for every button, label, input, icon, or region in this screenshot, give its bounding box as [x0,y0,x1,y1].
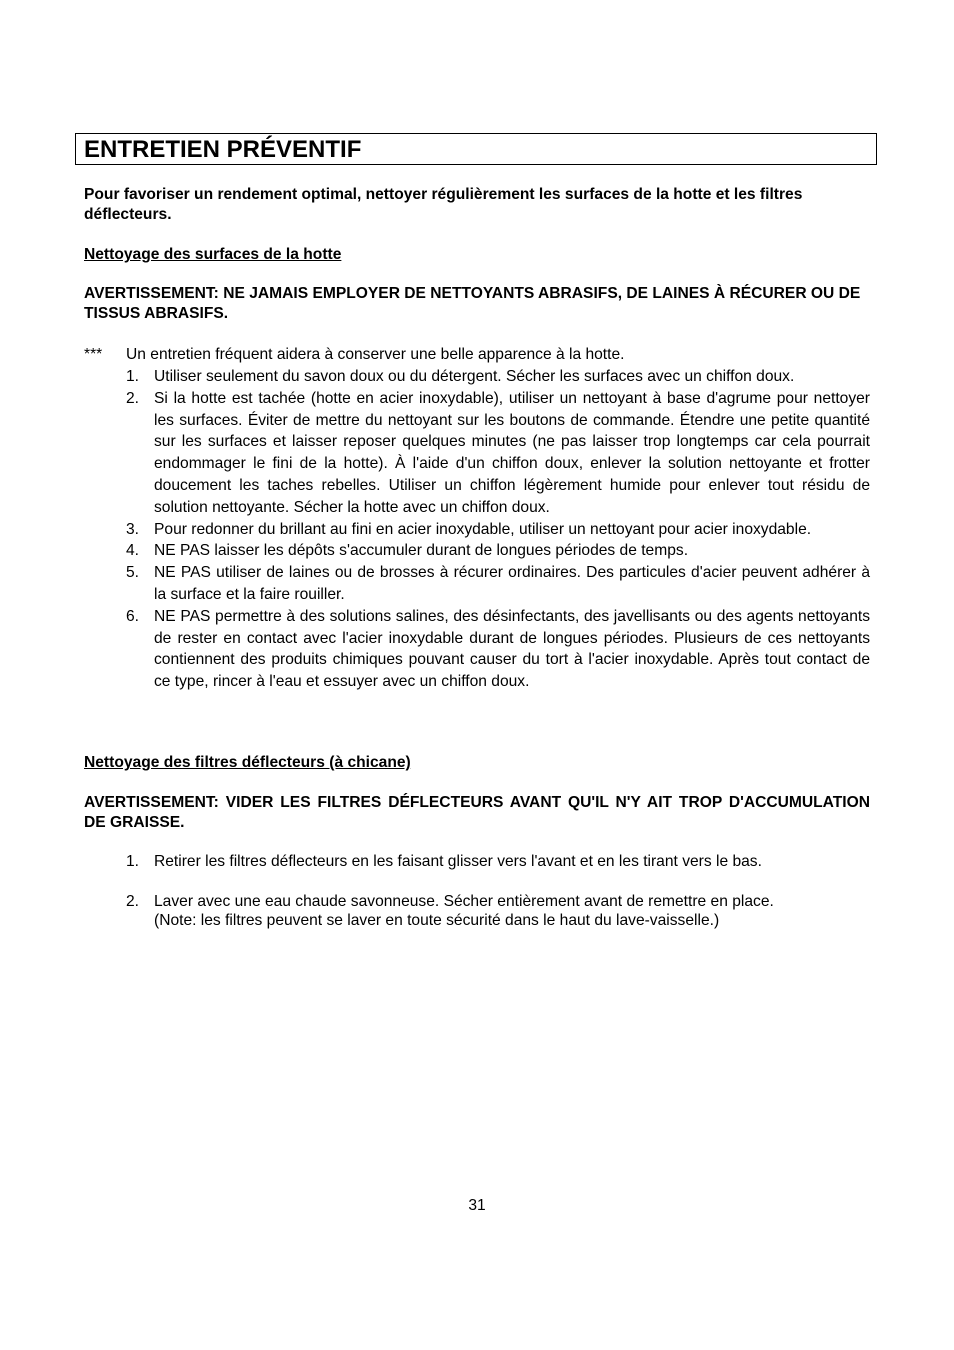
list-item-number: 5. [126,564,140,582]
list-item [126,366,870,388]
list-item-text: Pour redonner du brillant au fini en acier inoxydable, utiliser un nettoyant pour acier inoxydable. [154,520,812,538]
warning-grease: AVERTISSEMENT: VIDER LES FILTRES DÉFLECTEURS AVANT QU'IL N'Y AIT TROP D'ACCUMULATION DE GRAISSE. [84,794,870,831]
list-item-text: Laver avec une eau chaude savonneuse. Sécher entièrement avant de remettre en place. [154,892,774,910]
list-item-text: NE PAS utiliser de laines ou de brosses à récurer ordinaires. Des particules d'acier peuvent adhérer à la surface et la faire rouiller. [154,564,870,603]
hood-cleaning-list [126,366,870,693]
list-item-number: 3. [126,520,140,538]
list-item-number: 6. [126,607,140,625]
list-item-text: Retirer les filtres déflecteurs en les faisant glisser vers l'avant et en les tirant vers le bas. [154,853,762,870]
list-item-number: 1. [126,368,140,385]
note-marker: *** [84,346,103,363]
page-title: ENTRETIEN PRÉVENTIF [84,136,362,163]
list-item [126,562,870,606]
list-item [126,519,870,541]
page-number: 31 [468,1197,486,1214]
section-heading-hood-surfaces: Nettoyage des surfaces de la hotte [84,246,342,263]
list-item-note: (Note: les filtres peuvent se laver en toute sécurité dans le haut du lave-vaisselle.) [154,912,720,930]
list-item [126,540,870,562]
list-item-text: Utiliser seulement du savon doux ou du détergent. Sécher les surfaces avec un chiffon doux. [154,368,795,385]
list-item-text: NE PAS permettre à des solutions salines, des désinfectants, des javellisants ou des agents nettoyants de rester en contact avec l'acier inoxydable durant de longues périodes. Plusieurs de ces nettoyants contiennent des produits chimiques pouvant causer du tort à l'acier inoxydable. Après tout contact de ce type, rincer à l'eau et essuyer avec un chiffon doux. [154,607,870,691]
page-title-box [75,133,877,165]
intro-paragraph: Pour favoriser un rendement optimal, nettoyer régulièrement les surfaces de la hotte et les filtres déflecteurs. [84,186,803,223]
list-item-number: 4. [126,542,140,560]
warning-abrasives: AVERTISSEMENT: NE JAMAIS EMPLOYER DE NETTOYANTS ABRASIFS, DE LAINES À RÉCURER OU DE TISSUS ABRASIFS. [84,285,861,322]
filter-cleaning-list [126,852,870,931]
list-item-number: 2. [126,389,140,407]
list-item [126,852,870,872]
list-item [126,388,870,519]
list-item [126,606,870,693]
list-item-number: 2. [126,892,140,910]
note-text: Un entretien fréquent aidera à conserver une belle apparence à la hotte. [126,346,625,363]
list-item-text: Si la hotte est tachée (hotte en acier inoxydable), utiliser un nettoyant à base d'agrume pour nettoyer les surfaces. Éviter de mettre du nettoyant sur les boutons de commande. Étendre une petite quantité sur les surfaces et laisser reposer quelques minutes (ne pas laisser trop longtemps car cela pourrait endommager le fini de la hotte). À l'aide d'un chiffon doux, enlever la solution nettoyante et frotter doucement les taches rebelles. Utiliser un chiffon légèrement humide pour enlever tout résidu de solution nettoyante. Sécher la hotte avec un chiffon doux. [154,389,870,516]
list-item-number: 1. [126,853,140,870]
section-heading-baffle-filters: Nettoyage des filtres déflecteurs (à chicane) [84,754,411,771]
list-item-text: NE PAS laisser les dépôts s'accumuler durant de longues périodes de temps. [154,542,689,560]
list-item [126,892,870,931]
